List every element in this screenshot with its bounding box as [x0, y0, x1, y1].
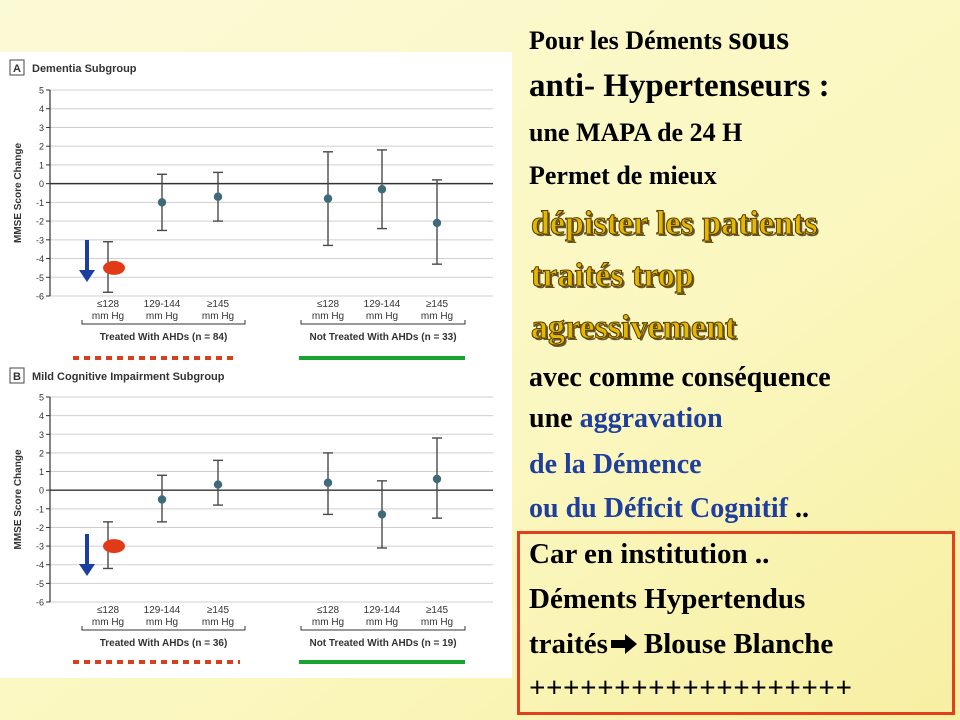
x-tick-label: ≥145 [206, 605, 230, 616]
data-point [214, 480, 222, 488]
x-tick-unit-label: mm Hg [311, 617, 345, 628]
text-line-13: Déments Hypertendus [529, 583, 806, 615]
data-point [324, 194, 332, 202]
x-tick-unit-label: mm Hg [365, 617, 399, 628]
x-tick-unit-label: mm Hg [201, 311, 235, 322]
y-axis-label: MMSE Score Change [13, 142, 24, 244]
data-point [158, 198, 166, 206]
y-tick-label: 5 [38, 85, 44, 96]
y-axis-label: MMSE Score Change [13, 449, 24, 550]
y-tick-label: -4 [35, 254, 44, 265]
x-tick-label: ≥145 [425, 299, 449, 310]
y-tick-label: -6 [35, 291, 44, 302]
text-line-12: Car en institution .. [529, 538, 770, 570]
data-point [214, 193, 222, 201]
arrow-right-icon [610, 633, 638, 655]
x-tick-label: 129-144 [363, 605, 401, 616]
red-highlight-marker [103, 539, 125, 553]
group-label: Not Treated With AHDs (n = 19) [309, 638, 457, 649]
panel-b-mci-subgroup [10, 368, 493, 662]
panel-letter: B [13, 371, 21, 383]
x-tick-label: ≥145 [425, 605, 449, 616]
data-point [378, 510, 386, 518]
x-tick-unit-label: mm Hg [365, 311, 399, 322]
y-tick-label: -1 [35, 504, 44, 515]
y-tick-label: -4 [35, 560, 44, 571]
x-tick-label: ≤128 [316, 605, 340, 616]
y-tick-label: 2 [38, 141, 44, 152]
x-tick-label: 129-144 [143, 605, 181, 616]
text-line-1: Pour les Déments sous [529, 21, 790, 57]
highlight-line-3: agressivement [531, 309, 737, 346]
text-line-8: avec comme conséquence [529, 362, 831, 393]
y-tick-label: 3 [38, 429, 44, 440]
y-tick-label: -6 [35, 597, 44, 608]
y-tick-label: -3 [35, 541, 44, 552]
panel-title: Dementia Subgroup [32, 63, 137, 75]
y-tick-label: -5 [35, 578, 44, 589]
data-point [378, 185, 386, 193]
highlight-line-1: dépister les patients [531, 205, 818, 242]
x-tick-label: ≤128 [96, 605, 120, 616]
y-tick-label: 1 [38, 467, 44, 478]
y-tick-label: 0 [38, 179, 44, 190]
group-label: Treated With AHDs (n = 36) [99, 638, 228, 649]
x-tick-label: 129-144 [143, 299, 181, 310]
highlight-line-2: traités trop [531, 257, 694, 294]
data-point [433, 475, 441, 483]
y-tick-label: 3 [38, 122, 44, 133]
down-arrow-icon [79, 564, 95, 576]
group-label: Not Treated With AHDs (n = 33) [309, 332, 457, 343]
text-line-4: Permet de mieux [529, 161, 717, 190]
x-tick-unit-label: mm Hg [145, 617, 179, 628]
x-tick-label: ≥145 [206, 299, 230, 310]
y-tick-label: -2 [35, 522, 44, 533]
text-line-14: traités Blouse Blanche [529, 628, 834, 660]
text-line-9: une aggravation [529, 403, 723, 434]
y-tick-label: 1 [38, 160, 44, 171]
y-tick-label: 4 [38, 411, 44, 422]
x-tick-unit-label: mm Hg [91, 311, 125, 322]
text-line-3: une MAPA de 24 H [529, 118, 743, 147]
x-tick-unit-label: mm Hg [420, 311, 454, 322]
panel-title: Mild Cognitive Impairment Subgroup [32, 371, 225, 383]
text-line-15: +++++++++++++++++++ [529, 672, 853, 704]
panel-a-dementia-subgroup [10, 60, 493, 358]
text-line-10: de la Démence [529, 449, 702, 480]
y-tick-label: -5 [35, 272, 44, 283]
panel-letter: A [13, 63, 21, 75]
down-arrow-icon [79, 270, 95, 282]
group-label: Treated With AHDs (n = 84) [99, 332, 228, 343]
y-tick-label: 0 [38, 485, 44, 496]
data-point [433, 219, 441, 227]
text-line-2: anti- Hypertenseurs : [529, 68, 830, 104]
red-highlight-marker [103, 261, 125, 275]
x-tick-unit-label: mm Hg [91, 617, 125, 628]
y-tick-label: -2 [35, 216, 44, 227]
x-tick-unit-label: mm Hg [311, 311, 345, 322]
x-tick-unit-label: mm Hg [145, 311, 179, 322]
y-tick-label: -3 [35, 235, 44, 246]
y-tick-label: 4 [38, 104, 44, 115]
y-tick-label: 5 [38, 392, 44, 403]
text-line-11: ou du Déficit Cognitif .. [529, 493, 809, 524]
y-tick-label: -1 [35, 197, 44, 208]
x-tick-label: ≤128 [96, 299, 120, 310]
x-tick-unit-label: mm Hg [201, 617, 235, 628]
data-point [158, 495, 166, 503]
x-tick-label: 129-144 [363, 299, 401, 310]
data-point [324, 479, 332, 487]
x-tick-label: ≤128 [316, 299, 340, 310]
x-tick-unit-label: mm Hg [420, 617, 454, 628]
y-tick-label: 2 [38, 448, 44, 459]
